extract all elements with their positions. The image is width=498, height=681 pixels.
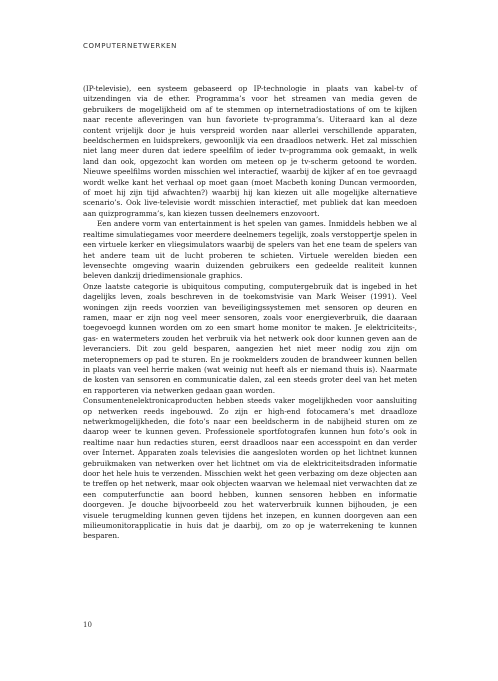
running-header: COMPUTERNETWERKEN (83, 42, 177, 50)
paragraph-iptv: (IP-televisie), een systeem gebaseerd op IP-technologie in plaats van kabel-tv of uitzendingen via de ether. Programma’s voor het streamen van media geven de gebruikers de mogelijkheid om af te stemmen op internetradiostations of om te kijken naar recente afleveringen van hun favoriete tv-programma’s. Uiteraard kan al deze content vrijelijk door je huis verspreid worden naar allerlei verschillende apparaten, beeldschermen en luidsprekers, gewoonlijk via een draadloos netwerk. Het zal misschien niet lang meer duren dat iedere speelfilm of ieder tv-programma ook gemaakt, in welk land dan ook, opgezocht kan worden om meteen op je tv-scherm getoond te worden. Nieuwe speelfilms worden misschien wel interactief, waarbij de kijker af en toe gevraagd wordt welke kant het verhaal op moet gaan (moet Macbeth koning Duncan vermoorden, of moet hij zijn tijd afwachten?) waarbij hij kan kiezen uit alle mogelijke alternatieve scenario’s. Ook live-televisie wordt misschien interactief, met publiek dat kan meedoen aan quizprogramma’s, kan kiezen tussen deelnemers enzovoort. (83, 84, 417, 218)
paragraph-games: Een andere vorm van entertainment is het spelen van games. Inmiddels hebben we al realtime simulatiegames voor meerdere deelnemers tegelijk, zoals verstoppertje spelen in een virtuele kerker en vliegsimulators waarbij de spelers van het ene team de spelers van het andere team uit de lucht proberen te schieten. Virtuele werelden bieden een levensechte omgeving waarin duizenden gebruikers een gedeelde realiteit kunnen beleven dankzij driedimensionale graphics. (83, 219, 417, 281)
paragraph-consumer-electronics: Consumentenelektronicaproducten hebben steeds vaker mogelijkheden voor aansluiting op netwerken reeds ingebouwd. Zo zijn er high-end fotocamera’s met draadloze netwerkmogelijkheden, die foto’s naar een beeldscherm in de nabijheid sturen om ze daarop weer te kunnen geven. Professionele sportfotografen kunnen hun foto’s ook in realtime naar hun redacties sturen, eerst draadloos naar een accesspoint en dan verder over Internet. Apparaten zoals televisies die aangesloten worden op het lichtnet kunnen gebruikmaken van netwerken over het lichtnet om via de elektriciteitsdraden informatie door het hele huis te verzenden. Misschien wekt het geen verbazing om deze objecten aan te treffen op het netwerk, maar ook objecten waarvan we helemaal niet verwachten dat ze een computerfunctie aan boord hebben, kunnen sensoren hebben en informatie doorgeven. Je douche bijvoorbeeld zou het waterverbruik kunnen bijhouden, je een visuele terugmelding kunnen geven tijdens het inzepen, en kunnen doorgeven aan een milieumonitorapplicatie in huis dat je daarbij, om zo op je waterrekening te kunnen besparen. (83, 396, 417, 541)
page-number: 10 (83, 621, 92, 629)
paragraph-ubiquitous-computing: Onze laatste categorie is ubiquitous computing, computergebruik dat is ingebed in het dagelijks leven, zoals beschreven in de toekomstvisie van Mark Weiser (1991). Veel woningen zijn reeds voorzien van beveiligingssystemen met sensoren op deuren en ramen, maar er zijn nog veel meer sensoren, zoals voor energieverbruik, die daaraan toegevoegd kunnen worden om zo een smart home monitor te maken. Je elektriciteits-, gas- en watermeters zouden het verbruik via het netwerk ook door kunnen geven aan de leveranciers. Dit zou geld besparen, aangezien het niet meer nodig zou zijn om meteropnemers op pad te sturen. En je rookmelders zouden de brandweer kunnen bellen in plaats van veel herrie maken (wat weinig nut heeft als er niemand thuis is). Naarmate de kosten van sensoren en communicatie dalen, zal een steeds groter deel van het meten en rapporteren via netwerken gedaan gaan worden. (83, 281, 417, 395)
body-text (83, 84, 417, 542)
